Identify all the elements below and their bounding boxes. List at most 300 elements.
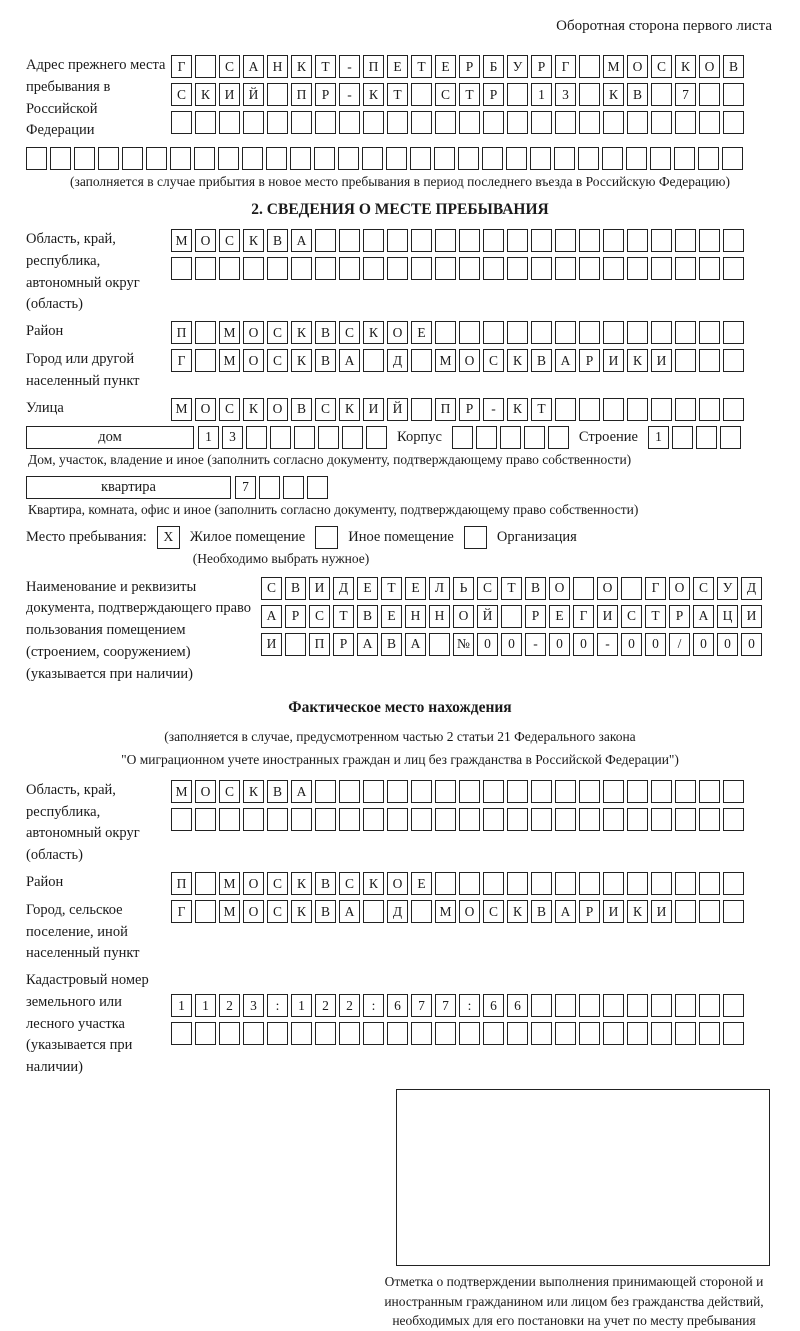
char-cell[interactable] xyxy=(579,1022,600,1045)
char-cell[interactable] xyxy=(411,229,432,252)
char-cell[interactable]: П xyxy=(291,83,312,106)
char-cell[interactable]: Ц xyxy=(717,605,738,628)
char-cell[interactable]: П xyxy=(171,321,192,344)
char-cell[interactable]: - xyxy=(339,55,360,78)
char-cell[interactable] xyxy=(675,321,696,344)
char-cell[interactable]: С xyxy=(219,55,240,78)
char-cell[interactable]: О xyxy=(243,349,264,372)
char-cell[interactable] xyxy=(315,1022,336,1045)
char-cell[interactable] xyxy=(291,257,312,280)
char-cell[interactable]: 1 xyxy=(531,83,552,106)
char-cell[interactable] xyxy=(387,111,408,134)
char-cell[interactable]: С xyxy=(261,577,282,600)
char-cell[interactable] xyxy=(651,111,672,134)
char-cell[interactable]: П xyxy=(171,872,192,895)
char-cell[interactable] xyxy=(720,426,741,449)
char-cell[interactable]: 2 xyxy=(339,994,360,1017)
char-cell[interactable]: Е xyxy=(357,577,378,600)
char-cell[interactable] xyxy=(411,900,432,923)
char-cell[interactable] xyxy=(699,349,720,372)
char-cell[interactable]: Е xyxy=(405,577,426,600)
char-cell[interactable] xyxy=(722,147,743,170)
char-cell[interactable] xyxy=(307,476,328,499)
char-cell[interactable]: У xyxy=(717,577,738,600)
char-cell[interactable]: 0 xyxy=(573,633,594,656)
char-cell[interactable] xyxy=(315,257,336,280)
char-cell[interactable] xyxy=(507,321,528,344)
char-cell[interactable] xyxy=(195,321,216,344)
char-cell[interactable] xyxy=(627,1022,648,1045)
char-cell[interactable]: О xyxy=(549,577,570,600)
char-cell[interactable]: Д xyxy=(387,900,408,923)
char-cell[interactable]: А xyxy=(339,349,360,372)
char-cell[interactable]: 1 xyxy=(198,426,219,449)
char-cell[interactable]: Г xyxy=(555,55,576,78)
char-cell[interactable]: 7 xyxy=(235,476,256,499)
char-cell[interactable]: У xyxy=(507,55,528,78)
char-cell[interactable] xyxy=(555,808,576,831)
char-cell[interactable] xyxy=(603,398,624,421)
char-cell[interactable] xyxy=(435,229,456,252)
char-cell[interactable] xyxy=(458,147,479,170)
char-cell[interactable]: В xyxy=(723,55,744,78)
char-cell[interactable]: А xyxy=(339,900,360,923)
char-cell[interactable] xyxy=(651,83,672,106)
char-cell[interactable]: Л xyxy=(429,577,450,600)
char-cell[interactable]: М xyxy=(171,229,192,252)
char-cell[interactable]: Й xyxy=(477,605,498,628)
char-cell[interactable]: Р xyxy=(333,633,354,656)
char-cell[interactable]: К xyxy=(291,872,312,895)
char-cell[interactable]: И xyxy=(309,577,330,600)
char-cell[interactable] xyxy=(483,229,504,252)
char-cell[interactable] xyxy=(483,1022,504,1045)
char-cell[interactable] xyxy=(603,780,624,803)
char-cell[interactable] xyxy=(243,808,264,831)
char-cell[interactable] xyxy=(74,147,95,170)
char-cell[interactable]: С xyxy=(219,229,240,252)
char-cell[interactable]: Р xyxy=(483,83,504,106)
char-cell[interactable]: Г xyxy=(171,55,192,78)
char-cell[interactable] xyxy=(507,257,528,280)
char-cell[interactable] xyxy=(603,994,624,1017)
char-cell[interactable]: Т xyxy=(381,577,402,600)
char-cell[interactable]: Г xyxy=(573,605,594,628)
char-cell[interactable]: В xyxy=(531,349,552,372)
char-cell[interactable]: М xyxy=(219,321,240,344)
char-cell[interactable] xyxy=(387,780,408,803)
char-cell[interactable]: С xyxy=(339,321,360,344)
char-cell[interactable]: И xyxy=(363,398,384,421)
char-cell[interactable]: № xyxy=(453,633,474,656)
char-cell[interactable]: С xyxy=(483,900,504,923)
char-cell[interactable] xyxy=(171,808,192,831)
char-cell[interactable]: В xyxy=(267,229,288,252)
char-cell[interactable]: 3 xyxy=(243,994,264,1017)
checkbox-zhiloe[interactable]: X xyxy=(157,526,180,549)
char-cell[interactable] xyxy=(411,398,432,421)
char-cell[interactable] xyxy=(699,321,720,344)
char-cell[interactable] xyxy=(579,257,600,280)
char-cell[interactable]: А xyxy=(357,633,378,656)
char-cell[interactable] xyxy=(363,229,384,252)
char-cell[interactable] xyxy=(555,872,576,895)
char-cell[interactable]: М xyxy=(219,872,240,895)
char-cell[interactable] xyxy=(267,808,288,831)
char-cell[interactable] xyxy=(699,257,720,280)
char-cell[interactable] xyxy=(627,321,648,344)
char-cell[interactable] xyxy=(531,872,552,895)
char-cell[interactable]: 0 xyxy=(693,633,714,656)
char-cell[interactable]: О xyxy=(243,900,264,923)
char-cell[interactable] xyxy=(675,808,696,831)
char-cell[interactable] xyxy=(318,426,339,449)
char-cell[interactable]: С xyxy=(483,349,504,372)
char-cell[interactable] xyxy=(531,321,552,344)
char-cell[interactable] xyxy=(675,780,696,803)
char-cell[interactable]: А xyxy=(291,229,312,252)
char-cell[interactable]: : xyxy=(267,994,288,1017)
char-cell[interactable]: С xyxy=(309,605,330,628)
char-cell[interactable]: Г xyxy=(171,349,192,372)
char-cell[interactable] xyxy=(675,994,696,1017)
char-cell[interactable] xyxy=(435,257,456,280)
char-cell[interactable]: 0 xyxy=(741,633,762,656)
char-cell[interactable] xyxy=(555,994,576,1017)
checkbox-inoe[interactable] xyxy=(315,526,338,549)
char-cell[interactable]: О xyxy=(195,780,216,803)
char-cell[interactable] xyxy=(195,808,216,831)
char-cell[interactable]: И xyxy=(651,349,672,372)
char-cell[interactable] xyxy=(50,147,71,170)
char-cell[interactable]: И xyxy=(651,900,672,923)
char-cell[interactable]: С xyxy=(219,398,240,421)
char-cell[interactable] xyxy=(339,229,360,252)
char-cell[interactable] xyxy=(283,476,304,499)
char-cell[interactable] xyxy=(531,994,552,1017)
char-cell[interactable] xyxy=(675,872,696,895)
char-cell[interactable] xyxy=(170,147,191,170)
char-cell[interactable] xyxy=(411,780,432,803)
char-cell[interactable]: И xyxy=(741,605,762,628)
char-cell[interactable]: В xyxy=(285,577,306,600)
char-cell[interactable]: К xyxy=(291,321,312,344)
char-cell[interactable]: Т xyxy=(531,398,552,421)
char-cell[interactable]: С xyxy=(435,83,456,106)
char-cell[interactable]: С xyxy=(315,398,336,421)
char-cell[interactable] xyxy=(531,808,552,831)
char-cell[interactable] xyxy=(548,426,569,449)
char-cell[interactable] xyxy=(531,257,552,280)
char-cell[interactable] xyxy=(434,147,455,170)
char-cell[interactable] xyxy=(507,808,528,831)
char-cell[interactable] xyxy=(195,111,216,134)
char-cell[interactable]: 1 xyxy=(171,994,192,1017)
char-cell[interactable] xyxy=(171,257,192,280)
char-cell[interactable]: П xyxy=(435,398,456,421)
char-cell[interactable] xyxy=(315,111,336,134)
char-cell[interactable]: Д xyxy=(741,577,762,600)
char-cell[interactable] xyxy=(723,229,744,252)
char-cell[interactable]: С xyxy=(339,872,360,895)
char-cell[interactable] xyxy=(315,229,336,252)
char-cell[interactable]: Е xyxy=(549,605,570,628)
char-cell[interactable]: К xyxy=(291,349,312,372)
char-cell[interactable] xyxy=(285,633,306,656)
char-cell[interactable]: М xyxy=(435,900,456,923)
char-cell[interactable] xyxy=(555,229,576,252)
char-cell[interactable]: К xyxy=(195,83,216,106)
char-cell[interactable]: О xyxy=(459,349,480,372)
char-cell[interactable]: 7 xyxy=(675,83,696,106)
char-cell[interactable] xyxy=(675,398,696,421)
char-cell[interactable]: О xyxy=(243,321,264,344)
char-cell[interactable]: Р xyxy=(285,605,306,628)
char-cell[interactable] xyxy=(294,426,315,449)
char-cell[interactable] xyxy=(507,1022,528,1045)
char-cell[interactable] xyxy=(501,605,522,628)
char-cell[interactable] xyxy=(291,808,312,831)
char-cell[interactable]: 1 xyxy=(291,994,312,1017)
char-cell[interactable]: 1 xyxy=(648,426,669,449)
char-cell[interactable]: Й xyxy=(243,83,264,106)
char-cell[interactable] xyxy=(459,808,480,831)
char-cell[interactable] xyxy=(267,83,288,106)
char-cell[interactable] xyxy=(219,257,240,280)
char-cell[interactable]: В xyxy=(267,780,288,803)
char-cell[interactable]: Р xyxy=(579,349,600,372)
char-cell[interactable] xyxy=(435,111,456,134)
char-cell[interactable] xyxy=(723,994,744,1017)
char-cell[interactable] xyxy=(435,808,456,831)
char-cell[interactable] xyxy=(507,111,528,134)
char-cell[interactable] xyxy=(246,426,267,449)
char-cell[interactable] xyxy=(578,147,599,170)
char-cell[interactable] xyxy=(699,229,720,252)
char-cell[interactable] xyxy=(723,900,744,923)
char-cell[interactable] xyxy=(459,1022,480,1045)
char-cell[interactable] xyxy=(171,1022,192,1045)
char-cell[interactable] xyxy=(723,321,744,344)
char-cell[interactable]: В xyxy=(381,633,402,656)
char-cell[interactable]: В xyxy=(315,900,336,923)
char-cell[interactable] xyxy=(171,111,192,134)
char-cell[interactable] xyxy=(506,147,527,170)
char-cell[interactable] xyxy=(723,780,744,803)
char-cell[interactable]: С xyxy=(219,780,240,803)
char-cell[interactable]: : xyxy=(459,994,480,1017)
char-cell[interactable] xyxy=(219,111,240,134)
char-cell[interactable] xyxy=(627,994,648,1017)
char-cell[interactable]: И xyxy=(219,83,240,106)
char-cell[interactable]: К xyxy=(603,83,624,106)
char-cell[interactable] xyxy=(554,147,575,170)
char-cell[interactable] xyxy=(696,426,717,449)
char-cell[interactable] xyxy=(483,111,504,134)
char-cell[interactable]: Т xyxy=(645,605,666,628)
char-cell[interactable] xyxy=(363,808,384,831)
char-cell[interactable]: О xyxy=(699,55,720,78)
char-cell[interactable] xyxy=(435,1022,456,1045)
char-cell[interactable]: К xyxy=(339,398,360,421)
char-cell[interactable] xyxy=(363,900,384,923)
char-cell[interactable] xyxy=(651,321,672,344)
char-cell[interactable] xyxy=(339,808,360,831)
char-cell[interactable]: О xyxy=(267,398,288,421)
char-cell[interactable]: С xyxy=(171,83,192,106)
char-cell[interactable]: : xyxy=(363,994,384,1017)
char-cell[interactable]: К xyxy=(243,229,264,252)
char-cell[interactable]: М xyxy=(219,349,240,372)
char-cell[interactable]: С xyxy=(693,577,714,600)
char-cell[interactable] xyxy=(243,257,264,280)
char-cell[interactable]: Г xyxy=(171,900,192,923)
char-cell[interactable] xyxy=(699,872,720,895)
char-cell[interactable] xyxy=(675,111,696,134)
char-cell[interactable] xyxy=(603,872,624,895)
char-cell[interactable]: Д xyxy=(333,577,354,600)
char-cell[interactable]: Е xyxy=(411,872,432,895)
char-cell[interactable]: А xyxy=(243,55,264,78)
char-cell[interactable]: 0 xyxy=(621,633,642,656)
char-cell[interactable]: А xyxy=(405,633,426,656)
char-cell[interactable] xyxy=(675,900,696,923)
char-cell[interactable]: 6 xyxy=(387,994,408,1017)
char-cell[interactable] xyxy=(579,229,600,252)
char-cell[interactable] xyxy=(219,1022,240,1045)
char-cell[interactable] xyxy=(507,872,528,895)
char-cell[interactable] xyxy=(579,398,600,421)
char-cell[interactable] xyxy=(362,147,383,170)
char-cell[interactable] xyxy=(555,1022,576,1045)
char-cell[interactable]: Н xyxy=(429,605,450,628)
char-cell[interactable]: М xyxy=(219,900,240,923)
char-cell[interactable]: Е xyxy=(411,321,432,344)
char-cell[interactable] xyxy=(626,147,647,170)
char-cell[interactable] xyxy=(411,111,432,134)
char-cell[interactable] xyxy=(603,111,624,134)
char-cell[interactable] xyxy=(315,780,336,803)
char-cell[interactable] xyxy=(429,633,450,656)
char-cell[interactable]: А xyxy=(555,349,576,372)
char-cell[interactable]: С xyxy=(267,321,288,344)
char-cell[interactable] xyxy=(270,426,291,449)
char-cell[interactable]: 3 xyxy=(222,426,243,449)
char-cell[interactable]: О xyxy=(459,900,480,923)
char-cell[interactable] xyxy=(483,321,504,344)
char-cell[interactable] xyxy=(195,872,216,895)
char-cell[interactable] xyxy=(603,321,624,344)
char-cell[interactable]: О xyxy=(453,605,474,628)
char-cell[interactable] xyxy=(699,900,720,923)
char-cell[interactable] xyxy=(411,1022,432,1045)
char-cell[interactable]: Т xyxy=(411,55,432,78)
char-cell[interactable] xyxy=(603,229,624,252)
char-cell[interactable] xyxy=(723,398,744,421)
char-cell[interactable] xyxy=(363,111,384,134)
char-cell[interactable]: Р xyxy=(525,605,546,628)
char-cell[interactable] xyxy=(338,147,359,170)
char-cell[interactable]: Й xyxy=(387,398,408,421)
char-cell[interactable] xyxy=(555,780,576,803)
char-cell[interactable] xyxy=(699,808,720,831)
char-cell[interactable] xyxy=(291,1022,312,1045)
char-cell[interactable] xyxy=(476,426,497,449)
char-cell[interactable]: А xyxy=(261,605,282,628)
char-cell[interactable] xyxy=(314,147,335,170)
char-cell[interactable] xyxy=(672,426,693,449)
char-cell[interactable] xyxy=(530,147,551,170)
char-cell[interactable]: Н xyxy=(405,605,426,628)
char-cell[interactable]: В xyxy=(531,900,552,923)
char-cell[interactable]: К xyxy=(291,900,312,923)
char-cell[interactable] xyxy=(627,808,648,831)
char-cell[interactable] xyxy=(339,257,360,280)
char-cell[interactable]: В xyxy=(291,398,312,421)
char-cell[interactable] xyxy=(410,147,431,170)
char-cell[interactable] xyxy=(531,111,552,134)
char-cell[interactable] xyxy=(675,257,696,280)
char-cell[interactable] xyxy=(531,229,552,252)
char-cell[interactable] xyxy=(651,872,672,895)
char-cell[interactable] xyxy=(651,229,672,252)
char-cell[interactable]: Е xyxy=(435,55,456,78)
char-cell[interactable] xyxy=(387,257,408,280)
char-cell[interactable] xyxy=(699,780,720,803)
char-cell[interactable] xyxy=(146,147,167,170)
checkbox-organizatsiya[interactable] xyxy=(464,526,487,549)
char-cell[interactable] xyxy=(675,229,696,252)
char-cell[interactable] xyxy=(387,808,408,831)
char-cell[interactable]: - xyxy=(339,83,360,106)
char-cell[interactable] xyxy=(627,229,648,252)
char-cell[interactable]: С xyxy=(477,577,498,600)
char-cell[interactable] xyxy=(723,257,744,280)
char-cell[interactable]: Ь xyxy=(453,577,474,600)
char-cell[interactable] xyxy=(387,229,408,252)
char-cell[interactable]: И xyxy=(603,349,624,372)
char-cell[interactable]: 3 xyxy=(555,83,576,106)
char-cell[interactable] xyxy=(651,780,672,803)
char-cell[interactable]: 0 xyxy=(549,633,570,656)
char-cell[interactable]: - xyxy=(525,633,546,656)
char-cell[interactable]: Р xyxy=(315,83,336,106)
char-cell[interactable] xyxy=(122,147,143,170)
char-cell[interactable]: В xyxy=(315,349,336,372)
char-cell[interactable] xyxy=(699,994,720,1017)
char-cell[interactable]: К xyxy=(243,398,264,421)
char-cell[interactable] xyxy=(627,111,648,134)
char-cell[interactable]: Р xyxy=(531,55,552,78)
char-cell[interactable]: Т xyxy=(315,55,336,78)
char-cell[interactable] xyxy=(573,577,594,600)
char-cell[interactable]: 0 xyxy=(477,633,498,656)
char-cell[interactable] xyxy=(555,398,576,421)
char-cell[interactable] xyxy=(699,398,720,421)
char-cell[interactable]: В xyxy=(627,83,648,106)
char-cell[interactable] xyxy=(555,321,576,344)
char-cell[interactable] xyxy=(195,900,216,923)
char-cell[interactable]: Т xyxy=(501,577,522,600)
char-cell[interactable] xyxy=(411,83,432,106)
char-cell[interactable]: О xyxy=(387,872,408,895)
char-cell[interactable] xyxy=(290,147,311,170)
char-cell[interactable] xyxy=(507,229,528,252)
char-cell[interactable] xyxy=(603,808,624,831)
char-cell[interactable]: С xyxy=(267,900,288,923)
char-cell[interactable] xyxy=(651,808,672,831)
char-cell[interactable]: Р xyxy=(669,605,690,628)
